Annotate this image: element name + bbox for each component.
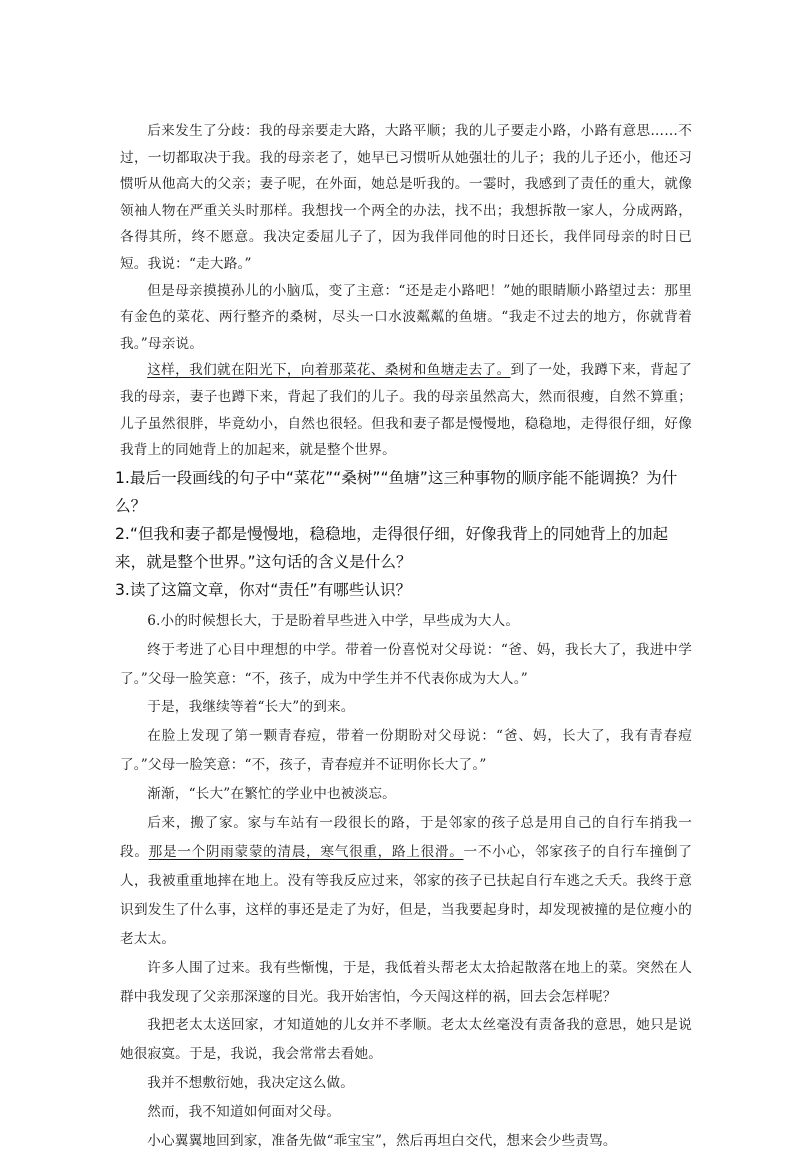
paragraph: 6.小的时候想长大，于是盼着早些进入中学，早些成为大人。	[147, 612, 520, 629]
paragraph: 终于考进了心目中理想的中学。带着一份喜悦对父母说：“爸、妈，我长大了，我进中学了。”父母一脸笑意：“不，孩子，成为中学生并不代表你成为大人。”	[120, 641, 692, 687]
paragraph: 但是母亲摸摸孙儿的小脑瓜，变了主意：“还是走小路吧！”她的眼睛顺小路望过去：那里有金色的菜花、两行整齐的桑树，尽头一口水波粼粼的鱼塘。“我走不过去的地方，你就背着我。”母亲说。	[120, 282, 692, 352]
passage-two	[120, 607, 692, 1156]
paragraph: 于是，我继续等着“长大”的到来。	[147, 699, 355, 716]
question-2: 2.“但我和妻子都是慢慢地，稳稳地，走得很仔细，好像我背上的同她背上的加起来，就是整个世界。”这句话的含义是什么？	[115, 524, 669, 571]
paragraph: 我把老太太送回家，才知道她的儿女并不孝顺。老太太丝毫没有责备我的意思，她只是说她很寂寞。于是，我说，我会常常去看她。	[120, 1017, 692, 1063]
passage-one	[120, 118, 692, 464]
question-list	[115, 464, 692, 604]
paragraph: 许多人围了过来。我有些惭愧，于是，我低着头帮老太太拾起散落在地上的菜。突然在人群中我发现了父亲那深邃的目光。我开始害怕，今天闯这样的祸，回去会怎样呢？	[120, 959, 692, 1005]
paragraph-text: 到了一处，我蹲下来，背起了我的母亲，妻子也蹲下来，背起了我们的儿子。我的母亲虽然高大，然而很瘦，自然不算重；儿子虽然很胖，毕竟幼小，自然也很轻。但我和妻子都是慢慢地，稳稳地，走得很仔细，好像我背上的同她背上的加起来，就是整个世界。	[120, 362, 692, 459]
paragraph: 我并不想敷衍她，我决定这么做。	[147, 1075, 355, 1092]
paragraph: 然而，我不知道如何面对父母。	[147, 1104, 341, 1121]
question-3: 3.读了这篇文章，你对“责任”有哪些认识？	[115, 580, 412, 599]
paragraph-text: 一不小心，邻家孩子的自行车撞倒了人，我被重重地摔在地上。没有等我反应过来，邻家的孩子已扶起自行车逃之夭夭。我终于意识到发生了什么事，这样的事还是走了为好，但是，当我要起身时，却发现被撞的是位瘦小的老太太。	[120, 843, 692, 947]
paragraph: 在脸上发现了第一颗青春痘，带着一份期盼对父母说：“爸、妈，长大了，我有青春痘了。”父母一脸笑意：“不，孩子，青春痘并不证明你长大了。”	[120, 728, 692, 774]
paragraph: 后来发生了分歧：我的母亲要走大路，大路平顺；我的儿子要走小路，小路有意思……不过，一切都取决于我。我的母亲老了，她早已习惯听从她强壮的儿子；我的儿子还小，他还习惯听从他高大的父亲；妻子呢，在外面，她总是听我的。一霎时，我感到了责任的重大，就像领袖人物在严重关头时那样。我想找一个两全的办法，找不出；我想拆散一家人，分成两路，各得其所，终不愿意。我决定委屈儿子了，因为我伴同他的时日还长，我伴同母亲的时日已短。我说：“走大路。”	[120, 123, 692, 272]
paragraph	[120, 357, 692, 463]
paragraph-text: 后来，搬了家。家与车站有一段很长的路，于是邻家的孩子总是用自己的自行车捎我一段。	[120, 815, 692, 860]
underlined-sentence: 这样，我们就在阳光下，向着那菜花、桑树和鱼塘走去了。	[147, 362, 511, 379]
paragraph: 小心翼翼地回到家，准备先做“乖宝宝”，然后再坦白交代，想来会少些责骂。	[147, 1133, 617, 1150]
underlined-sentence: 那是一个阴雨蒙蒙的清晨，寒气很重，路上很滑。	[148, 843, 464, 860]
paragraph: 渐渐，“长大”在繁忙的学业中也被淡忘。	[147, 786, 396, 803]
document-page	[115, 118, 692, 1156]
paragraph	[120, 809, 692, 954]
question-1: 1.最后一段画线的句子中“菜花”“桑树”“鱼塘”这三种事物的顺序能不能调换？为什么？	[115, 468, 678, 515]
